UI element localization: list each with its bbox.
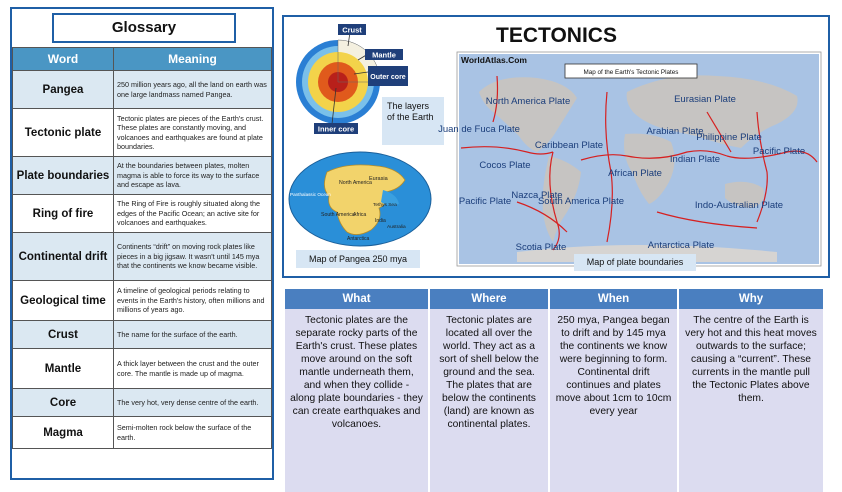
glossary-header-meaning: Meaning — [114, 48, 272, 71]
mantle-label: Mantle — [372, 50, 396, 60]
glossary-word: Continental drift — [13, 233, 114, 281]
glossary-word: Magma — [13, 417, 114, 449]
tectonics-title: TECTONICS — [496, 24, 617, 47]
plate-label-cocos: Cocos Plate — [479, 160, 531, 171]
plate-label-south-america: South America Plate — [537, 196, 625, 207]
glossary-row — [13, 195, 272, 233]
plate-label-indian: Indian Plate — [669, 154, 721, 165]
info-cell-when: 250 mya, Pangea began to drift and by 145 mya the continents we know were beginning to form. Continental drift continues and plates move about 1cm to 10cm every year — [549, 309, 678, 492]
worldatlas-watermark: WorldAtlas.Com — [461, 55, 527, 65]
plate-label-north-america: North America Plate — [485, 96, 571, 107]
plate-map-title: Map of the Earth's Tectonic Plates — [583, 69, 679, 76]
plate-label-pacific-east: Pacific Plate — [752, 146, 806, 157]
glossary-word: Pangea — [13, 71, 114, 109]
glossary-title: Glossary — [52, 13, 236, 43]
inner-core-label: Inner core — [317, 124, 355, 134]
glossary-word: Plate boundaries — [13, 157, 114, 195]
glossary-word: Crust — [13, 321, 114, 349]
pangea-australia-label: Australia — [387, 225, 406, 230]
plate-label-nazca: Nazca Plate — [511, 190, 563, 201]
plate-label-indo-australian: Indo-Australian Plate — [694, 200, 784, 211]
pangea-map — [287, 150, 433, 248]
info-header-when: When — [549, 289, 678, 309]
glossary-row — [13, 109, 272, 157]
glossary-row — [13, 417, 272, 449]
glossary-word: Tectonic plate — [13, 109, 114, 157]
glossary-meaning: Tectonic plates are pieces of the Earth's crust. These plates are constantly moving, and volcanoes and earthquakes are found at plate boundaries. — [114, 109, 272, 157]
info-header-row — [284, 289, 824, 309]
outer-core-label: Outer core — [370, 74, 406, 81]
info-header-why: Why — [678, 289, 824, 309]
pangea-africa-label: Africa — [353, 212, 367, 218]
info-table — [283, 289, 825, 492]
plate-label-scotia: Scotia Plate — [515, 242, 567, 253]
glossary-word: Core — [13, 389, 114, 417]
pangea-antarctica-label: Antarctica — [347, 236, 370, 242]
earth-layers-caption: The layers of the Earth — [382, 97, 444, 145]
glossary-meaning: At the boundaries between plates, molten magma is able to force its way to the surface and escape as lava. — [114, 157, 272, 195]
plate-boundaries-map — [438, 52, 821, 266]
glossary-meaning: A timeline of geological periods relating to events in the Earth's history, often millions and millions of years ago. — [114, 281, 272, 321]
glossary-meaning: Semi-molten rock below the surface of the earth. — [114, 417, 272, 449]
plate-map-caption: Map of plate boundaries — [574, 254, 696, 271]
glossary-row — [13, 233, 272, 281]
pangea-south-america-label: South America — [321, 212, 355, 218]
glossary-meaning: The Ring of Fire is roughly situated along the edges of the Pacific Ocean; an active site for volcanoes and earthquakes. — [114, 195, 272, 233]
plate-label-african: African Plate — [608, 168, 662, 179]
pangea-caption: Map of Pangea 250 mya — [296, 250, 420, 268]
glossary-table — [12, 47, 272, 449]
glossary-word: Ring of fire — [13, 195, 114, 233]
plate-label-arabian: Arabian Plate — [646, 126, 704, 137]
pangea-panthalassic-label: Panthalassic Ocean — [290, 192, 331, 197]
pangea-india-label: India — [375, 218, 386, 224]
crust-label: Crust — [342, 25, 362, 35]
glossary-meaning: The very hot, very dense centre of the earth. — [114, 389, 272, 417]
pangea-north-america-label: North America — [339, 180, 372, 186]
plate-label-antarctica: Antarctica Plate — [647, 240, 715, 251]
glossary-row — [13, 349, 272, 389]
plate-label-philippine: Philippine Plate — [696, 132, 762, 143]
info-header-where: Where — [429, 289, 549, 309]
glossary-header-word: Word — [13, 48, 114, 71]
pangea-tethys-label: Tethys Sea — [373, 203, 397, 208]
glossary-row — [13, 157, 272, 195]
glossary-word: Mantle — [13, 349, 114, 389]
plate-label-caribbean: Caribbean Plate — [534, 140, 604, 151]
glossary-meaning: Continents “drift” on moving rock plates like pieces in a big jigsaw. It wasn't until 145 mya that the continents we know became visible. — [114, 233, 272, 281]
info-body-row — [284, 309, 824, 492]
info-cell-what: Tectonic plates are the separate rocky parts of the Earth's crust. These plates move around on the soft mantle underneath them, and when they collide - along plate boundaries - they can create earthquakes and volcanoes. — [284, 309, 429, 492]
glossary-row — [13, 71, 272, 109]
glossary-row — [13, 321, 272, 349]
info-cell-where: Tectonic plates are located all over the world. They act as a sort of shell below the ground and the sea. The plates that are below the continents (land) are known as continental plates. — [429, 309, 549, 492]
plate-label-eurasian: Eurasian Plate — [674, 94, 736, 105]
glossary-word: Geological time — [13, 281, 114, 321]
glossary-meaning: The name for the surface of the earth. — [114, 321, 272, 349]
pangea-eurasia-label: Eurasia — [369, 176, 388, 182]
glossary-meaning: 250 million years ago, all the land on earth was one large landmass named Pangea. — [114, 71, 272, 109]
plate-label-pacific-west: Pacific Plate — [458, 196, 512, 207]
info-header-what: What — [284, 289, 429, 309]
glossary-meaning: A thick layer between the crust and the outer core. The mantle is made up of magma. — [114, 349, 272, 389]
glossary-header-row — [13, 48, 272, 71]
glossary-row — [13, 281, 272, 321]
glossary-row — [13, 389, 272, 417]
plate-label-juan-de-fuca: Juan de Fuca Plate — [438, 124, 520, 135]
info-cell-why: The centre of the Earth is very hot and this heat moves outwards to the surface; causing a “current”. These currents in the mantle pull the Tectonic Plates above them. — [678, 309, 824, 492]
